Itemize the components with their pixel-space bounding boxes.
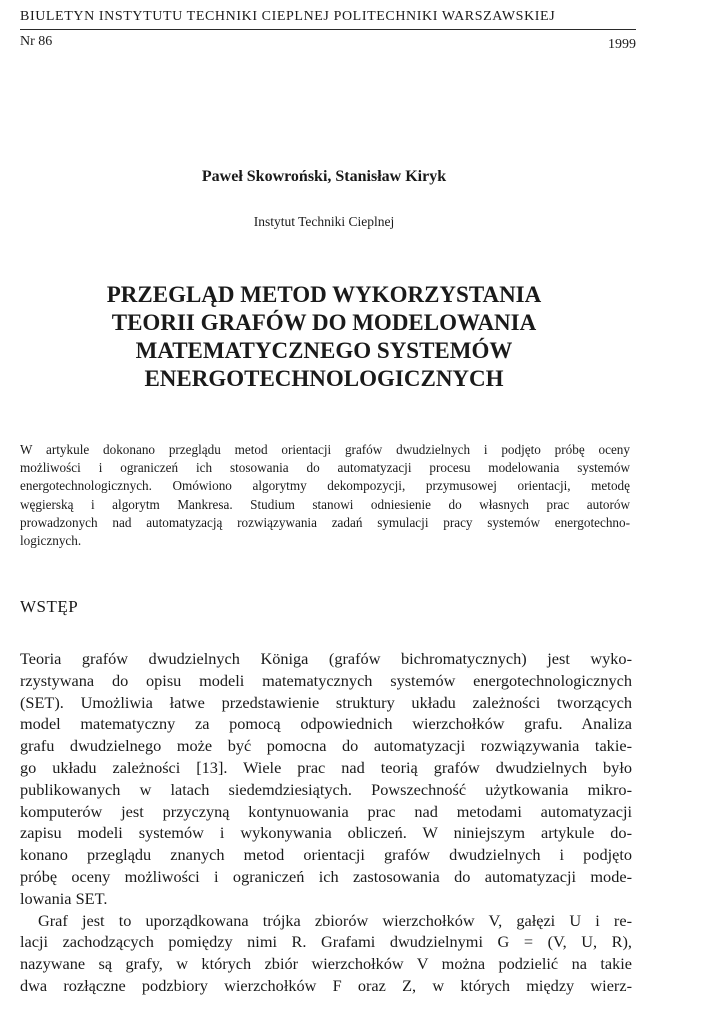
abstract-line: możliwości i ograniczeń ich stosowania do automatyzacji procesu modelowania systemów: [20, 460, 630, 476]
title-line: TEORII GRAFÓW DO MODELOWANIA: [111, 310, 537, 335]
title-line: PRZEGLĄD METOD WYKORZYSTANIA: [106, 282, 542, 307]
article-title: [40, 281, 608, 393]
paragraph-line: rzystywana do opisu modeli matematycznych systemów energotechnologicznych: [20, 670, 632, 690]
journal-running-head: BIULETYN INSTYTUTU TECHNIKI CIEPLNEJ POLITECHNIKI WARSZAWSKIEJ: [20, 9, 556, 24]
paragraph-line: Graf jest to uporządkowana trójka zbiorów wierzchołków V, gałęzi U i re-: [38, 910, 632, 930]
publication-year: 1999: [608, 37, 636, 52]
title-line: ENERGOTECHNOLOGICZNYCH: [144, 366, 504, 391]
abstract-line: energotechnologicznych. Omówiono algorytmy dekompozycji, przymusowej orientacji, metodę: [20, 478, 630, 494]
paragraph-line: konano przeglądu znanych metod orientacji grafów dwudzielnych i podjęto: [20, 845, 632, 865]
paragraph-line: zapisu modeli systemów i wykonywania obliczeń. W niniejszym artykule do-: [20, 823, 632, 843]
title-line: MATEMATYCZNEGO SYSTEMÓW: [135, 338, 513, 363]
header-rule: [20, 29, 636, 30]
paragraph-line: dwa rozłączne podzbiory wierzchołków F oraz Z, w których między wierz-: [20, 975, 632, 995]
paragraph-line: go układu zależności [13]. Wiele prac nad teorią grafów dwudzielnych było: [20, 757, 632, 777]
abstract-line: W artykule dokonano przeglądu metod orientacji grafów dwudzielnych i podjęto próbę oceny: [20, 442, 630, 457]
paragraph-line: lowania SET.: [20, 888, 108, 908]
paragraph-line: lacji zachodzących pomiędzy nimi R. Grafami dwudzielnymi G = (V, U, R),: [20, 932, 632, 952]
abstract-line: węgierską i algorytm Mankresa. Studium stanowi odniesienie do własnych prac autorów: [20, 496, 630, 512]
paragraph-line: grafu dwudzielnego może być pomocna do automatyzacji rozwiązywania takie-: [20, 736, 632, 756]
paragraph-line: (SET). Umożliwia łatwe przedstawienie struktury układu zależności tworzących: [20, 692, 632, 712]
abstract: [20, 441, 630, 550]
paragraph-line: publikowanych w latach siedemdziesiątych. Powszechność użytkowania mikro-: [20, 779, 632, 799]
abstract-line: logicznych.: [20, 533, 82, 549]
paragraph-line: model matematyczny za pomocą odpowiednich wierzchołków grafu. Analiza: [20, 714, 632, 734]
institute: Instytut Techniki Cieplnej: [253, 214, 395, 229]
paragraph-line: próbę oceny możliwości i ograniczeń ich zastosowania do automatyzacji mode-: [20, 866, 632, 886]
section-heading-introduction: WSTĘP: [20, 597, 79, 616]
abstract-line: prowadzonych nad automatyzacją rozwiązywania zadań symulacji pracy systemów energotechno-: [20, 514, 630, 530]
authors: Paweł Skowroński, Stanisław Kiryk: [201, 168, 447, 185]
issue-number: Nr 86: [20, 34, 53, 49]
paragraph-line: Teoria grafów dwudzielnych Königa (grafów bichromatycznych) jest wyko-: [20, 649, 632, 668]
body-text: [20, 648, 632, 997]
paragraph-line: komputerów jest przyczyną kontynuowania prac nad metodami automatyzacji: [20, 801, 632, 821]
paragraph-line: nazywane są grafy, w których zbiór wierzchołków V można podzielić na takie: [20, 954, 632, 974]
